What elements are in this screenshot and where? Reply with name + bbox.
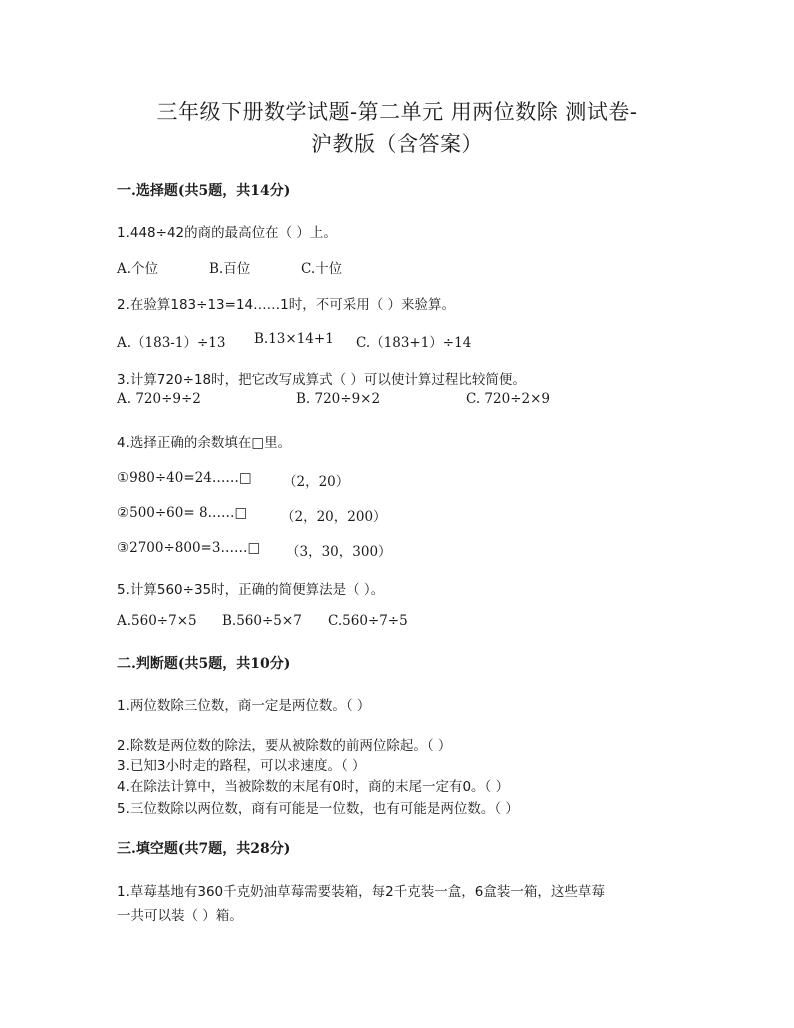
question-4-item-3-choices: （3，30，300） [286,544,392,560]
question-5-option-c: C.560÷7÷5 [328,613,408,629]
section-heading-judge: 二.判断题(共5题，共10分) [117,656,291,672]
question-1-option-a: A.个位 [117,261,159,277]
question-2-text: 2.在验算183÷13=14……1时，不可采用（ ）来验算。 [117,297,456,313]
judge-item-3: 3.已知3小时走的路程，可以求速度。（ ） [117,758,366,774]
question-4-item-2-expr: ②500÷60= 8……□ [117,505,248,521]
question-5-option-b: B.560÷5×7 [222,613,302,629]
document-title-line1: 三年级下册数学试题-第二单元 用两位数除 测试卷- [156,100,638,124]
document-title-line2: 沪教版（含答案） [311,132,483,156]
fill-question-1-line1: 1.草莓基地有360千克奶油草莓需要装箱，每2千克装一盒，6盒装一箱，这些草莓 [117,884,605,900]
section-heading-choice: 一.选择题(共5题，共14分) [117,183,291,199]
question-2-option-a: A.（183-1）÷13 [117,335,226,351]
question-5-text: 5.计算560÷35时，正确的简便算法是（ ）。 [117,582,385,598]
question-4-item-1-expr: ①980÷40=24……□ [117,470,252,486]
judge-item-1: 1.两位数除三位数，商一定是两位数。（ ） [117,698,371,714]
question-2-option-c: C.（183+1）÷14 [356,335,472,351]
question-1-option-b: B.百位 [209,261,251,277]
question-4-item-2-choices: （2，20，200） [281,509,387,525]
judge-item-4: 4.在除法计算中，当被除数的末尾有0时，商的末尾一定有0。（ ） [117,779,510,795]
question-3-option-b: B. 720÷9×2 [296,391,381,407]
question-3-text: 3.计算720÷18时，把它改写成算式（ ）可以使计算过程比较简便。 [117,372,526,388]
question-4-item-1-choices: （2，20） [283,474,350,490]
judge-item-5: 5.三位数除以两位数，商有可能是一位数，也有可能是两位数。（ ） [117,801,519,817]
question-5-option-a: A.560÷7×5 [117,613,197,629]
section-heading-fill: 三.填空题(共7题，共28分) [117,841,291,857]
question-2-option-b: B.13×14+1 [254,331,334,347]
judge-item-2: 2.除数是两位数的除法，要从被除数的前两位除起。（ ） [117,738,452,754]
question-4-text: 4.选择正确的余数填在□里。 [117,435,292,451]
question-1-option-c: C.十位 [301,261,343,277]
question-4-item-3-expr: ③2700÷800=3……□ [117,540,261,556]
question-1-text: 1.448÷42的商的最高位在（ ）上。 [117,225,337,241]
fill-question-1-line2: 一共可以装（ ）箱。 [117,908,243,924]
question-3-option-c: C. 720÷2×9 [466,391,550,407]
question-3-option-a: A. 720÷9÷2 [117,391,201,407]
